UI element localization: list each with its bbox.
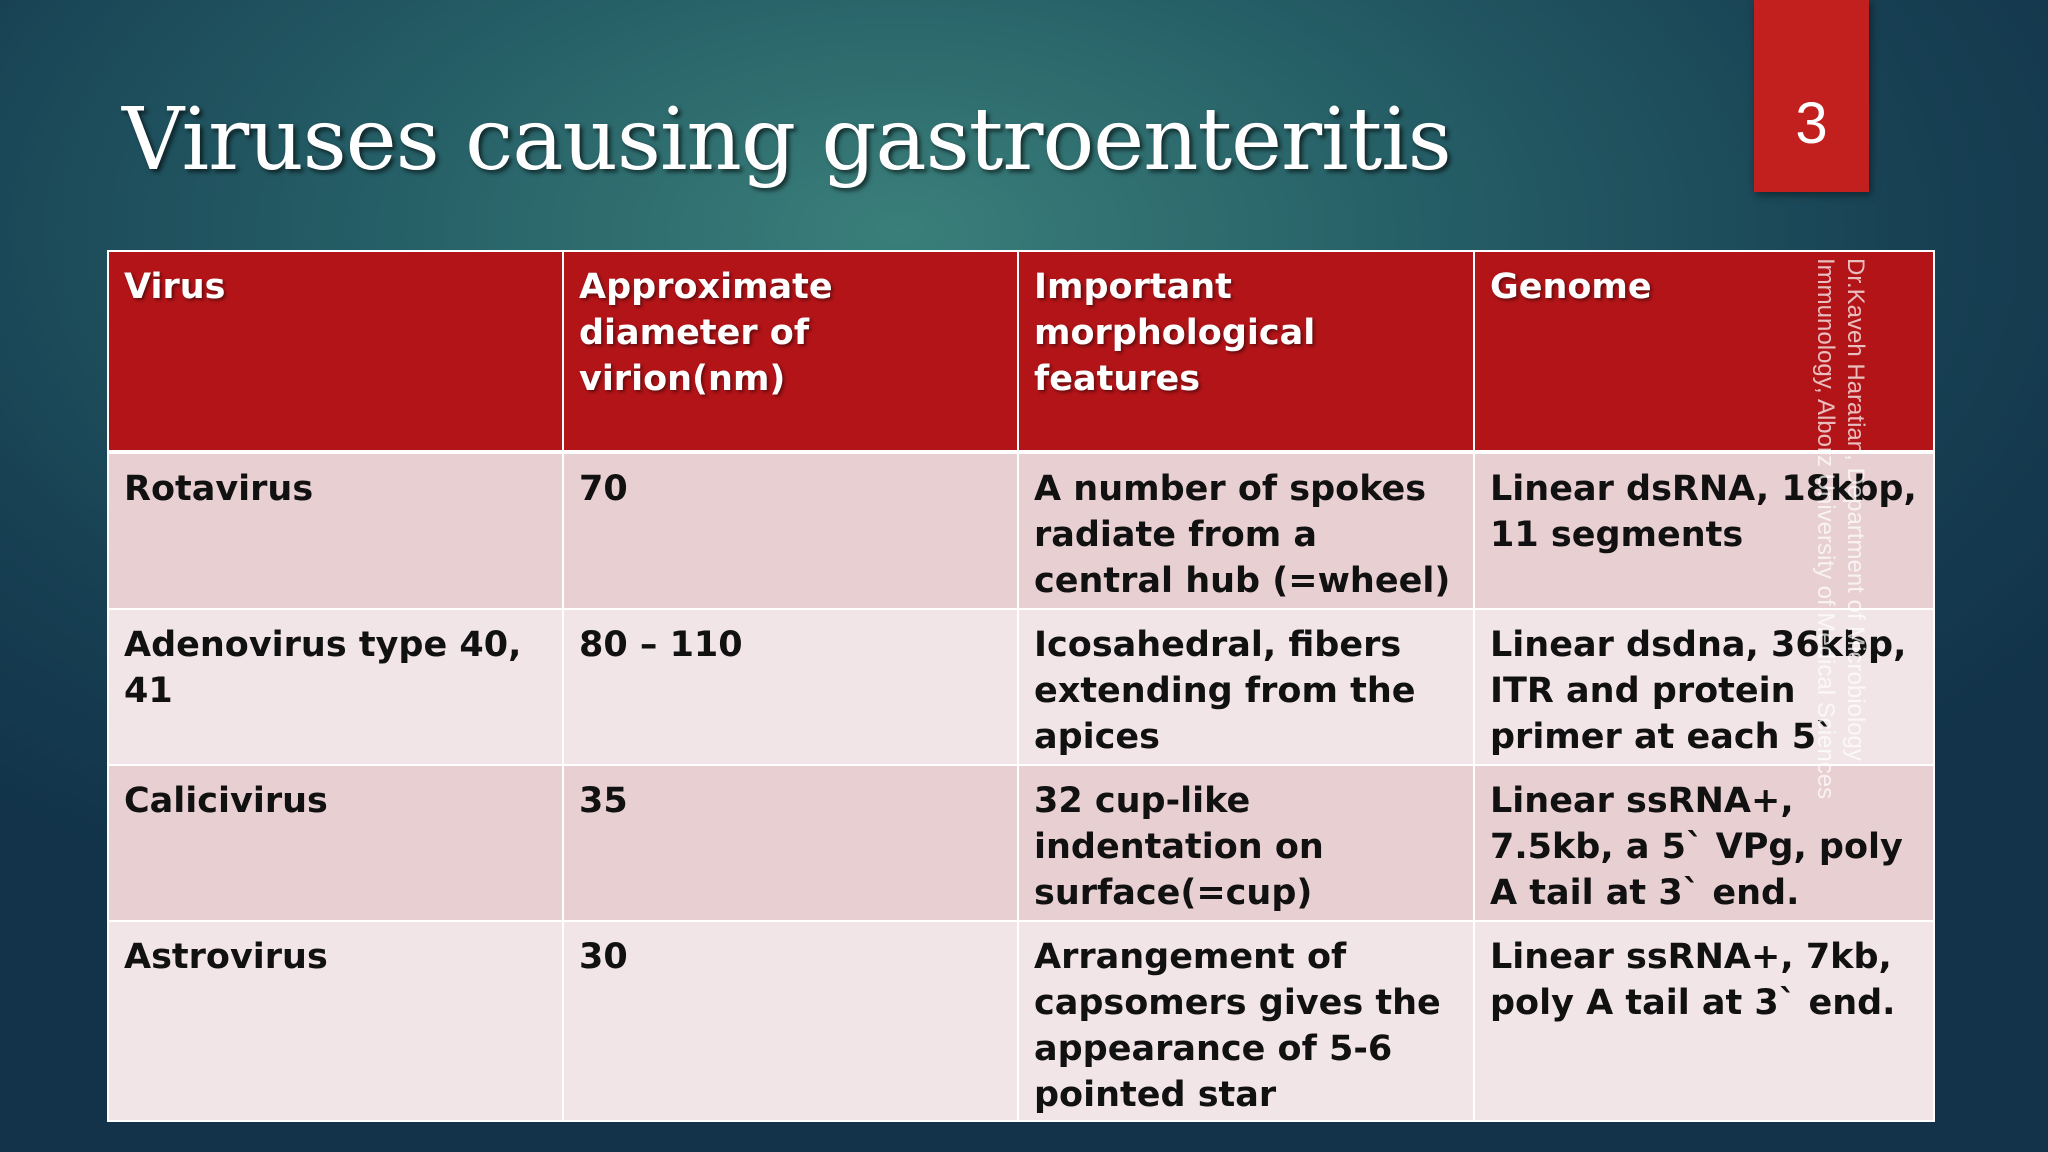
cell-virus: Astrovirus — [108, 921, 563, 1121]
table-row — [108, 452, 1934, 609]
table-row — [108, 609, 1934, 765]
cell-genome: Linear ssRNA+, 7.5kb, a 5` VPg, poly A tail at 3` end. — [1474, 765, 1934, 921]
cell-morphology: 32 cup-like indentation on surface(=cup) — [1018, 765, 1474, 921]
slide-title: Viruses causing gastroenteritis — [122, 90, 1451, 190]
virus-table — [107, 250, 1935, 1122]
author-watermark — [1806, 258, 1870, 818]
cell-morphology: Arrangement of capsomers gives the appearance of 5-6 pointed star — [1018, 921, 1474, 1121]
cell-virus: Rotavirus — [108, 452, 563, 609]
cell-diameter: 80 – 110 — [563, 609, 1018, 765]
header-virus: Virus — [108, 251, 563, 452]
cell-diameter: 70 — [563, 452, 1018, 609]
cell-morphology: A number of spokes radiate from a central hub (=wheel) — [1018, 452, 1474, 609]
cell-genome: Linear ssRNA+, 7kb, poly A tail at 3` end. — [1474, 921, 1934, 1121]
cell-diameter: 30 — [563, 921, 1018, 1121]
table-row — [108, 765, 1934, 921]
header-genome: Genome — [1474, 251, 1934, 452]
table-row — [108, 921, 1934, 1121]
page-number-badge — [1754, 0, 1869, 192]
cell-genome: Linear dsdna, 36kbp, ITR and protein primer at each 5` — [1474, 609, 1934, 765]
page-number: 3 — [1795, 91, 1828, 156]
cell-diameter: 35 — [563, 765, 1018, 921]
header-diameter: Approximate diameter of virion(nm) — [563, 251, 1018, 452]
cell-genome: Linear dsRNA, 18kbp, 11 segments — [1474, 452, 1934, 609]
cell-morphology: Icosahedral, fibers extending from the apices — [1018, 609, 1474, 765]
cell-virus: Calicivirus — [108, 765, 563, 921]
watermark-line-2: Immunology, Alborz University of Medical Sciences — [1812, 258, 1839, 800]
watermark-line-1: Dr.Kaveh Haratian, Department of Microbiology — [1842, 258, 1869, 761]
table-header-row — [108, 251, 1934, 452]
cell-virus: Adenovirus type 40, 41 — [108, 609, 563, 765]
header-morphology: Important morphological features — [1018, 251, 1474, 452]
